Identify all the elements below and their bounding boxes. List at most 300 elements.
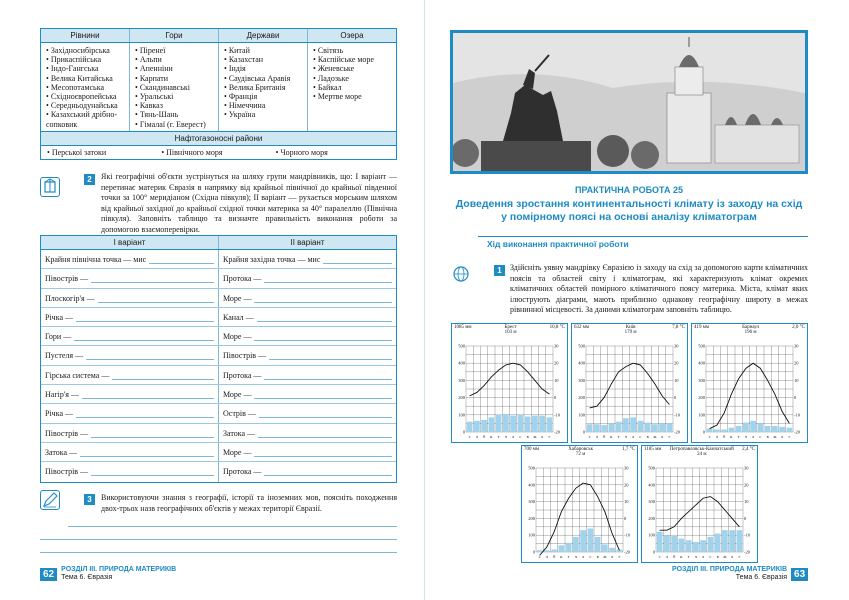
- objects-table-header: [41, 29, 396, 43]
- month-label: г: [788, 434, 791, 439]
- climatogram-plot: [522, 462, 637, 562]
- temp-tick-label: 30: [554, 343, 559, 349]
- month-label: л: [715, 434, 718, 439]
- precip-total: 700 мм: [524, 447, 540, 452]
- precip-bar: [537, 550, 543, 552]
- month-label: с: [588, 434, 591, 439]
- precip-bar: [765, 426, 771, 432]
- climatogram-plot: [572, 340, 687, 442]
- state-item: • Китай: [224, 46, 304, 55]
- variant2-header: II варіант: [290, 238, 325, 247]
- table-row: [41, 289, 396, 308]
- temp-tick-label: -20: [554, 429, 560, 435]
- climatogram: [451, 323, 568, 443]
- variant2-label: Острів —: [223, 409, 256, 419]
- precip-tick-label: 100: [578, 412, 585, 418]
- month-label: в: [766, 434, 769, 439]
- temp-tick-label: 0: [674, 395, 677, 401]
- month-label: л: [781, 434, 784, 439]
- table-row: [41, 443, 396, 462]
- temp-tick-label: 10: [674, 377, 679, 383]
- variant1-label: Гірська система —: [45, 370, 110, 380]
- plain-item: • Середньодунайська: [46, 101, 126, 110]
- temp-mean: 1,7 °C: [622, 447, 635, 452]
- precip-bar: [544, 550, 550, 552]
- precip-tick-label: 500: [528, 465, 535, 471]
- precip-tick-label: 200: [698, 395, 705, 401]
- temp-tick-label: 20: [624, 482, 629, 488]
- precip-total: 1185 мм: [644, 447, 662, 452]
- answer-line[interactable]: [269, 351, 392, 360]
- precip-tick-label: 200: [528, 515, 535, 521]
- precip-bar: [518, 415, 524, 432]
- precip-bar: [700, 540, 706, 552]
- table-row: [41, 250, 396, 269]
- lake-item: • Женевське: [313, 64, 393, 73]
- precip-bar: [594, 424, 600, 432]
- precip-tick-label: 200: [648, 515, 655, 521]
- answer-line[interactable]: [254, 294, 392, 303]
- task3-text: Використовуючи знання з географії, історії та іноземних мов, поясніть походження двох-трьох назв географічних об'єктів у межах території Євразії.: [101, 493, 397, 513]
- objects-table: [40, 28, 397, 160]
- plain-item: • Східноєвропейська: [46, 92, 126, 101]
- table-row: [41, 424, 396, 443]
- mountain-item: • Кавказ: [135, 101, 215, 110]
- month-label: л: [541, 434, 544, 439]
- month-label: г: [618, 554, 621, 559]
- footer-section: РОЗДІЛ ІІІ. ПРИРОДА МАТЕРИКІВ: [672, 566, 788, 573]
- precip-bar: [573, 537, 579, 552]
- mountain-item: • Уральські: [135, 92, 215, 101]
- precip-bar: [708, 537, 714, 552]
- month-label: в: [526, 434, 529, 439]
- answer-line[interactable]: [76, 409, 214, 418]
- precip-bar: [679, 539, 685, 552]
- practical-label: ПРАКТИЧНА РОБОТА 25: [575, 185, 683, 195]
- temp-tick-label: 10: [794, 377, 799, 383]
- month-label: т: [617, 434, 620, 439]
- city-name: Київ: [625, 325, 636, 330]
- month-label: л: [702, 554, 705, 559]
- precip-bar: [721, 429, 727, 432]
- month-label: ж: [723, 554, 727, 559]
- answer-line[interactable]: [91, 274, 214, 283]
- precip-tick-label: 0: [652, 549, 655, 555]
- month-label: к: [490, 434, 493, 439]
- month-label: л: [595, 434, 598, 439]
- precip-bar: [525, 417, 531, 432]
- month-label: л: [512, 434, 515, 439]
- month-label: к: [560, 554, 563, 559]
- month-label: ж: [603, 554, 607, 559]
- plains-list: [41, 43, 130, 131]
- answer-line[interactable]: [149, 255, 214, 264]
- month-label: с: [538, 554, 541, 559]
- state-item: • Саудівська Аравія: [224, 74, 304, 83]
- temp-tick-label: 10: [624, 499, 629, 505]
- precip-bar: [736, 426, 742, 432]
- precip-bar: [580, 530, 586, 552]
- answer-line[interactable]: [82, 390, 214, 399]
- mountain-item: • Альпи: [135, 55, 215, 64]
- month-label: ж: [533, 434, 537, 439]
- temp-tick-label: 30: [624, 465, 629, 471]
- variant1-label: Крайня північна точка — мис: [45, 255, 147, 264]
- month-label: л: [545, 554, 548, 559]
- precip-bar: [532, 416, 538, 432]
- variant2-label: Протока —: [223, 467, 262, 477]
- precip-bar: [645, 423, 651, 432]
- month-label: с: [759, 434, 762, 439]
- precip-total: 632 мм: [574, 325, 590, 330]
- month-label: к: [680, 554, 683, 559]
- month-label: л: [582, 554, 585, 559]
- plain-item: • Західносибірська: [46, 46, 126, 55]
- temp-tick-label: 30: [674, 343, 679, 349]
- variant1-header: I варіант: [41, 236, 219, 249]
- temp-tick-label: 10: [744, 499, 749, 505]
- precip-tick-label: 300: [698, 377, 705, 383]
- variant2-label: Затока —: [223, 428, 256, 438]
- precip-bar: [489, 417, 495, 432]
- lake-item: • Мертве море: [313, 92, 393, 101]
- answer-line[interactable]: [86, 351, 214, 360]
- mountain-item: • Піренеї: [135, 46, 215, 55]
- header-states: Держави: [219, 29, 308, 42]
- answer-line[interactable]: [264, 371, 392, 380]
- precip-bar: [588, 528, 594, 552]
- month-label: т: [737, 434, 740, 439]
- oil-list: [41, 146, 396, 159]
- temp-tick-label: 30: [794, 343, 799, 349]
- temp-tick-label: 30: [744, 465, 749, 471]
- practical-title-line2: у помірному поясі на основі аналізу кліматограм: [501, 211, 757, 223]
- precip-bar: [467, 422, 473, 432]
- precip-tick-label: 300: [528, 499, 535, 505]
- climatogram-plot: [642, 462, 757, 562]
- mountain-item: • Скандинавські: [135, 83, 215, 92]
- precip-tick-label: 0: [532, 549, 535, 555]
- answer-line[interactable]: [254, 448, 392, 457]
- temp-mean: 10,8 °C: [549, 325, 565, 330]
- precip-bar: [659, 423, 665, 432]
- climatogram: [691, 323, 808, 443]
- plain-item: • Велика Китайська: [46, 74, 126, 83]
- precip-bar: [715, 534, 721, 552]
- city-elevation: 24 м: [697, 452, 707, 457]
- state-item: • Індія: [224, 64, 304, 73]
- state-item: • Велика Британія: [224, 83, 304, 92]
- temp-tick-label: 0: [744, 515, 747, 521]
- answer-line[interactable]: [91, 467, 214, 476]
- month-label: т: [497, 434, 500, 439]
- temp-tick-label: -10: [554, 412, 560, 418]
- month-label: с: [519, 434, 522, 439]
- precip-bar: [750, 421, 756, 432]
- climatogram-plot: [452, 340, 567, 442]
- footer-topic: Тема 6. Євразія: [735, 574, 788, 581]
- climatogram: [521, 445, 638, 563]
- month-label: ч: [694, 554, 698, 559]
- oil-header: Нафтогазоносні райони: [41, 132, 396, 146]
- variant1-label: Річка —: [45, 312, 74, 322]
- month-label: б: [602, 434, 606, 439]
- precip-tick-label: 400: [578, 360, 585, 366]
- variant1-label: Гори —: [45, 332, 72, 342]
- state-item: • Франція: [224, 92, 304, 101]
- month-label: в: [646, 434, 649, 439]
- month-label: г: [548, 434, 551, 439]
- answer-line[interactable]: [80, 448, 214, 457]
- page-number: 62: [40, 568, 57, 581]
- variant2-label: Крайня західна точка — мис: [223, 255, 321, 264]
- mountains-list: [130, 43, 219, 131]
- plain-item: • Індо-Гангська: [46, 64, 126, 73]
- temp-tick-label: -10: [674, 412, 680, 418]
- temp-mean: 2,4 °C: [742, 447, 755, 452]
- precip-bar: [474, 421, 480, 432]
- header-mountains: Гори: [130, 29, 219, 42]
- step1-number: 1: [494, 265, 505, 276]
- answer-line[interactable]: [76, 313, 214, 322]
- precip-tick-label: 300: [578, 377, 585, 383]
- temp-tick-label: 0: [624, 515, 627, 521]
- month-label: ч: [574, 554, 578, 559]
- precip-bar: [601, 425, 607, 432]
- variant2-label: Протока —: [223, 370, 262, 380]
- month-label: к: [730, 434, 733, 439]
- table-row: [41, 327, 396, 346]
- answer-line[interactable]: [91, 429, 214, 438]
- precip-bar: [609, 423, 615, 432]
- precip-tick-label: 100: [528, 532, 535, 538]
- precip-bar: [496, 415, 502, 432]
- precip-bar: [664, 535, 670, 552]
- precip-bar: [743, 423, 749, 432]
- answer-line[interactable]: [254, 332, 392, 341]
- precip-bar: [657, 532, 663, 552]
- climatogram-plot: [692, 340, 807, 442]
- month-label: с: [708, 434, 711, 439]
- city-name: Брест: [504, 325, 517, 330]
- city-name: Петропавловськ-Камчатський: [669, 447, 734, 452]
- variant2-label: Море —: [223, 293, 252, 303]
- month-label: г: [738, 554, 741, 559]
- progress-heading-rule: [478, 236, 808, 237]
- variant1-label: Річка —: [45, 409, 74, 419]
- table-row: [41, 346, 396, 365]
- oil-item: • Перської затоки: [47, 148, 161, 157]
- lake-item: • Світязь: [313, 46, 393, 55]
- pencil-icon: [40, 490, 60, 510]
- precip-tick-label: 0: [582, 429, 585, 435]
- temp-tick-label: -10: [744, 532, 750, 538]
- answer-line[interactable]: [68, 526, 397, 527]
- globe-icon: [451, 264, 471, 284]
- footer-left: [40, 566, 176, 582]
- precip-bar: [779, 427, 785, 432]
- city-elevation: 179 м: [624, 330, 637, 335]
- precip-tick-label: 500: [458, 343, 465, 349]
- temp-tick-label: 20: [674, 360, 679, 366]
- table-row: [41, 366, 396, 385]
- plain-item: • Прикаспійська: [46, 55, 126, 64]
- practical-title-line1: Доведення зростання континентальності клімату із заходу на схід: [455, 198, 803, 210]
- city-name: Барнаул: [742, 325, 760, 330]
- month-label: б: [482, 434, 486, 439]
- state-item: • Казахстан: [224, 55, 304, 64]
- month-label: ч: [504, 434, 508, 439]
- lake-item: • Каспійське море: [313, 55, 393, 64]
- precip-tick-label: 400: [698, 360, 705, 366]
- precip-bar: [630, 417, 636, 432]
- precip-bar: [481, 420, 487, 432]
- table-row: [41, 269, 396, 288]
- mountain-item: • Апенніни: [135, 64, 215, 73]
- month-label: л: [632, 434, 635, 439]
- precip-bar: [729, 530, 735, 552]
- precip-tick-label: 500: [648, 465, 655, 471]
- temp-tick-label: -10: [794, 412, 800, 418]
- precip-bar: [729, 428, 735, 432]
- climatogram: [571, 323, 688, 443]
- footer-right: [672, 566, 808, 582]
- precip-bar: [616, 422, 622, 432]
- precip-tick-label: 200: [458, 395, 465, 401]
- month-label: т: [687, 554, 690, 559]
- task-icon: [40, 177, 60, 197]
- city-elevation: 72 м: [575, 452, 586, 457]
- temp-tick-label: -20: [744, 549, 750, 555]
- mountain-item: • Гімалаї (г. Еверест): [135, 120, 215, 129]
- temp-tick-label: 20: [554, 360, 559, 366]
- precip-tick-label: 500: [578, 343, 585, 349]
- variant2-label: Море —: [223, 332, 252, 342]
- month-label: ч: [624, 434, 628, 439]
- month-label: г: [668, 434, 671, 439]
- precip-tick-label: 100: [648, 532, 655, 538]
- precip-tick-label: 100: [698, 412, 705, 418]
- answer-line[interactable]: [259, 409, 392, 418]
- answer-line[interactable]: [264, 274, 392, 283]
- answer-line[interactable]: [254, 390, 392, 399]
- precip-tick-label: 300: [458, 377, 465, 383]
- month-label: в: [716, 554, 719, 559]
- precip-bar: [693, 542, 699, 552]
- precip-bar: [609, 548, 615, 552]
- precip-bar: [587, 424, 593, 432]
- precip-bar: [714, 429, 720, 432]
- kyiv-photo: [450, 30, 808, 174]
- precip-bar: [559, 545, 565, 552]
- mountain-item: • Тянь-Шань: [135, 110, 215, 119]
- month-label: л: [752, 434, 755, 439]
- precip-tick-label: 400: [528, 482, 535, 488]
- table-row: [41, 462, 396, 481]
- answer-line[interactable]: [264, 467, 392, 476]
- city-elevation: 103 м: [504, 330, 517, 335]
- month-label: л: [475, 434, 478, 439]
- precip-bar: [623, 418, 629, 432]
- precip-bar: [638, 421, 644, 432]
- answer-line[interactable]: [257, 313, 392, 322]
- precip-tick-label: 200: [578, 395, 585, 401]
- task3-number: 3: [84, 494, 95, 505]
- lake-item: • Байкал: [313, 83, 393, 92]
- precip-tick-label: 0: [702, 429, 705, 435]
- month-label: ж: [653, 434, 657, 439]
- precip-bar: [566, 543, 572, 552]
- page-number: 63: [791, 568, 808, 581]
- precip-tick-label: 400: [458, 360, 465, 366]
- plain-item: • Казахський дрібно-сопковик: [46, 110, 126, 128]
- precip-bar: [722, 530, 728, 552]
- temp-mean: 2,0 °C: [792, 325, 805, 330]
- month-label: б: [672, 554, 676, 559]
- answer-line[interactable]: [40, 552, 397, 553]
- state-item: • Німеччина: [224, 101, 304, 110]
- precip-total: 1085 мм: [454, 325, 472, 330]
- month-label: с: [589, 554, 592, 559]
- precip-bar: [686, 540, 692, 552]
- precip-tick-label: 400: [648, 482, 655, 488]
- month-label: т: [567, 554, 570, 559]
- state-item: • Україна: [224, 110, 304, 119]
- answer-line[interactable]: [258, 429, 392, 438]
- answer-line[interactable]: [98, 294, 214, 303]
- precip-bar: [652, 424, 658, 432]
- answer-line[interactable]: [40, 539, 397, 540]
- answer-line[interactable]: [323, 255, 392, 264]
- answer-line[interactable]: [112, 371, 214, 380]
- variants-table: [40, 235, 397, 483]
- precip-tick-label: 0: [462, 429, 465, 435]
- city-elevation: 196 м: [744, 330, 757, 335]
- month-label: ч: [744, 434, 748, 439]
- answer-line[interactable]: [74, 332, 214, 341]
- table-row: [41, 308, 396, 327]
- variant1-label: Пустеля —: [45, 351, 84, 361]
- precip-tick-label: 300: [648, 499, 655, 505]
- progress-heading: Хід виконання практичної роботи: [487, 239, 629, 249]
- variant1-label: Затока —: [45, 447, 78, 457]
- temp-tick-label: -20: [794, 429, 800, 435]
- precip-bar: [510, 416, 516, 432]
- precip-bar: [595, 537, 601, 552]
- month-label: с: [639, 434, 642, 439]
- temp-tick-label: 20: [744, 482, 749, 488]
- month-label: л: [665, 554, 668, 559]
- precip-bar: [737, 530, 743, 552]
- temp-tick-label: 0: [554, 395, 557, 401]
- precip-bar: [503, 414, 509, 432]
- variant2-label: Півострів —: [223, 351, 267, 361]
- month-label: к: [610, 434, 613, 439]
- precip-bar: [707, 429, 713, 432]
- left-page: [0, 0, 424, 600]
- city-name: Хабаровськ: [568, 447, 594, 452]
- variant1-label: Півострів —: [45, 467, 89, 477]
- month-label: с: [468, 434, 471, 439]
- oil-item: • Чорного моря: [276, 148, 390, 157]
- precip-bar: [551, 549, 557, 552]
- task2-number: 2: [84, 174, 95, 185]
- temp-tick-label: -10: [624, 532, 630, 538]
- precip-bar: [667, 423, 673, 432]
- table-row: [41, 385, 396, 404]
- precip-bar: [602, 544, 608, 552]
- precip-bar: [547, 417, 553, 432]
